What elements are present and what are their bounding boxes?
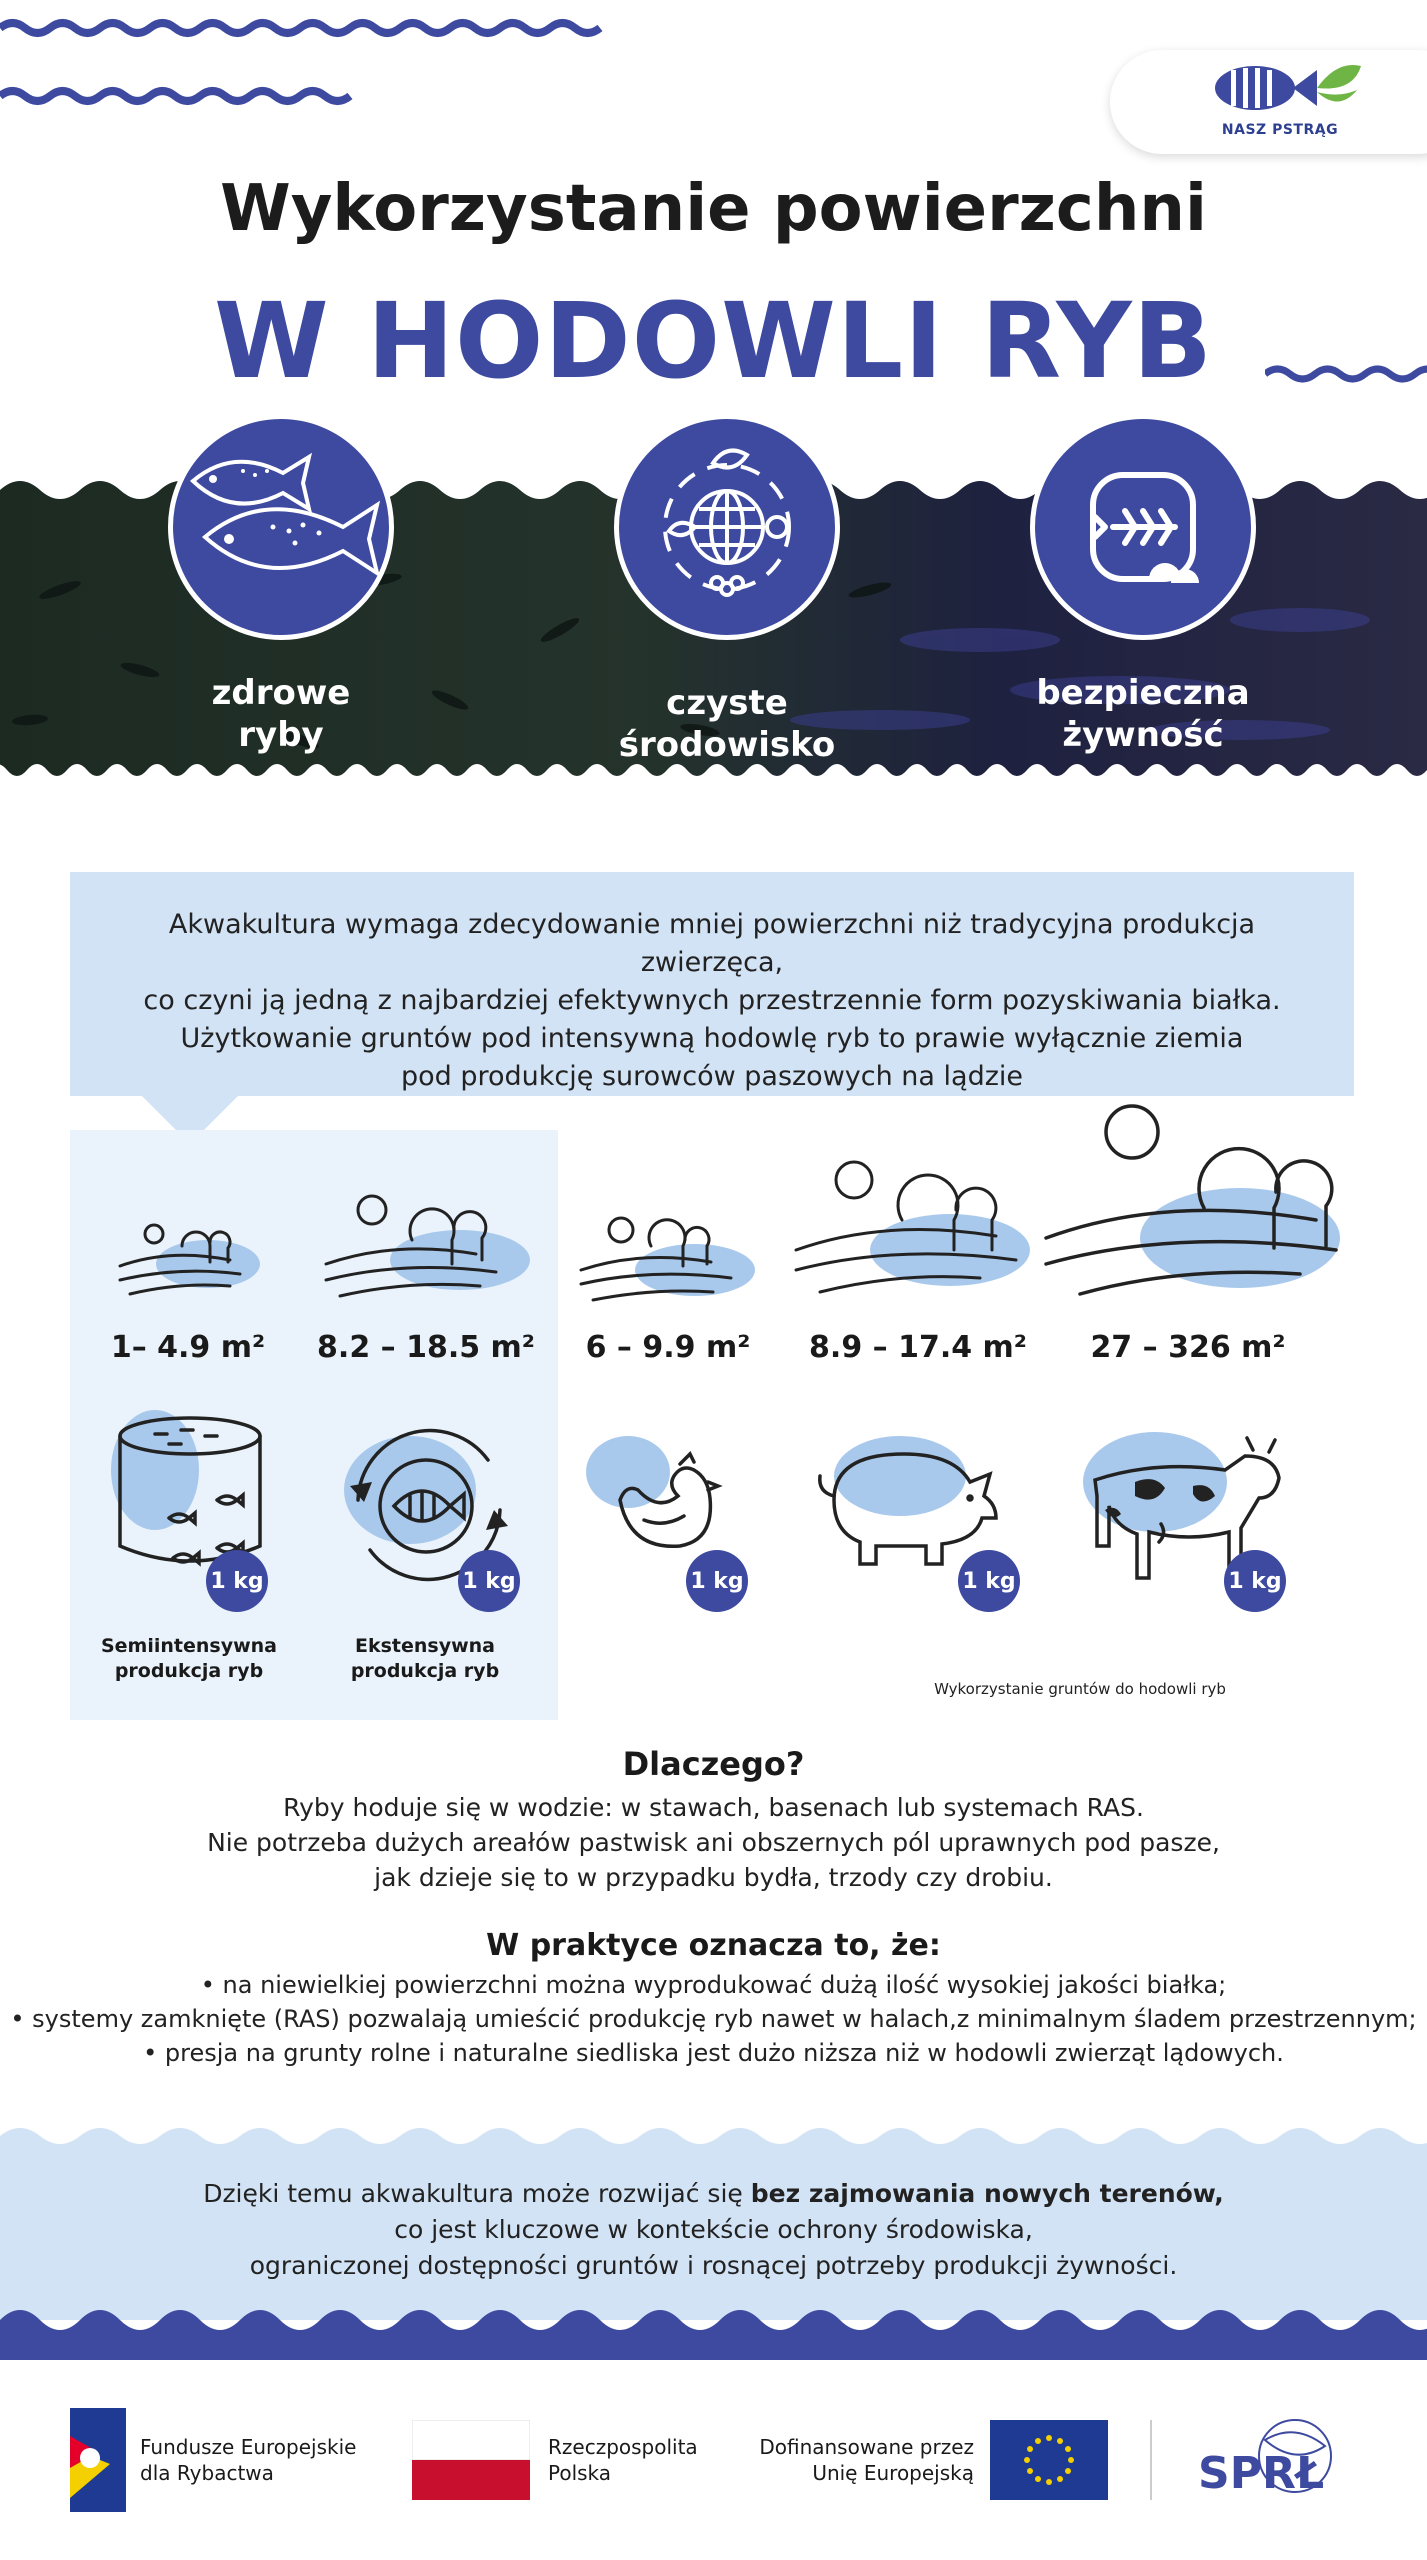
benefit-label-line: bezpieczna: [1036, 673, 1250, 713]
kg-badge: 1 kg: [206, 1550, 268, 1612]
why-line: Ryby hoduje się w wodzie: w stawach, basenach lub systemach RAS.: [283, 1793, 1144, 1822]
production-label-extensive: [300, 1634, 550, 1684]
area-label: 8.9 – 17.4 m²: [809, 1330, 1027, 1365]
benefit-circle-food: [1030, 414, 1256, 640]
right-wave-decoration: [1265, 362, 1427, 386]
benefit-label-line: zdrowe: [211, 673, 351, 713]
area-label: 1– 4.9 m²: [110, 1330, 266, 1365]
why-title: Dlaczego?: [622, 1745, 805, 1783]
production-label-line: Semiintensywna: [100, 1635, 277, 1657]
area-label: 8.2 – 18.5 m²: [317, 1330, 535, 1365]
practice-bullet: • systemy zamknięte (RAS) pozwalają umieścić produkcję ryb nawet w halach,z minimalnym śladem przestrzennym;: [10, 2005, 1417, 2033]
intro-line: Użytkowanie gruntów pod intensywną hodowlę ryb to prawie wyłącznie ziemia: [180, 1023, 1244, 1054]
landscape-small-icon: [110, 1190, 270, 1310]
logo-label-line: Polska: [548, 2461, 612, 2485]
landscape-medium-icon: [320, 1160, 540, 1320]
globe-icon: [619, 419, 835, 635]
logo-label-line: dla Rybactwa: [140, 2461, 274, 2485]
logo-label-line: Dofinansowane przez: [759, 2435, 974, 2459]
production-label-line: Ekstensywna: [354, 1635, 495, 1657]
benefit-label-environment: [567, 682, 887, 766]
area-label: 27 – 326 m²: [1090, 1330, 1286, 1365]
kg-badge: 1 kg: [1224, 1550, 1286, 1612]
practice-list: [0, 1968, 1427, 2070]
pig-icon: [810, 1430, 1010, 1570]
practice-bullet: • presja na grunty rolne i naturalne siedliska jest dużo niższa niż w hodowli zwierząt lądowych.: [143, 2039, 1284, 2067]
why-text: [0, 1790, 1427, 1895]
conclusion-line: co jest kluczowe w kontekście ochrony środowiska,: [394, 2215, 1033, 2244]
fundusze-logo-label: [140, 2434, 356, 2486]
conclusion-normal: Dzięki temu akwakultura może rozwijać się: [203, 2179, 751, 2208]
area-label: 6 – 9.9 m²: [585, 1330, 751, 1365]
benefit-label-fish: [121, 672, 441, 756]
benefit-label-line: środowisko: [618, 725, 836, 765]
kg-badge: 1 kg: [458, 1550, 520, 1612]
intro-line: co czyni ją jedną z najbardziej efektywnych przestrzennie form pozyskiwania białka.: [143, 985, 1281, 1016]
landscape-large-icon: [790, 1120, 1040, 1320]
footer-divider: [1150, 2420, 1152, 2500]
benefit-circle-fish: [168, 414, 394, 640]
eu-logo-label: [740, 2434, 974, 2486]
conclusion-text: [0, 2176, 1427, 2284]
benefit-label-line: ryby: [238, 715, 324, 755]
poland-flag-icon: [412, 2420, 530, 2500]
landscape-small-alt-icon: [575, 1190, 765, 1320]
sprl-logo-text: SPRŁ: [1198, 2448, 1325, 2499]
conclusion-line: ograniczonej dostępności gruntów i rosnącej potrzeby produkcji żywności.: [249, 2251, 1178, 2280]
brand-logo-label: NASZ PSTRĄG: [1221, 122, 1339, 138]
intro-line: Akwakultura wymaga zdecydowanie mniej powierzchni niż tradycyjna produkcja zwierzęca,: [168, 909, 1256, 978]
logo-label-line: Unię Europejską: [812, 2461, 974, 2485]
page-title-highlight: W HODOWLI RYB: [214, 280, 1213, 402]
chicken-icon: [580, 1430, 730, 1570]
benefit-label-food: [983, 672, 1303, 756]
fish-icon: [173, 419, 389, 635]
brand-logo-icon: [1205, 62, 1365, 118]
fish-bone-plate-icon: [1035, 419, 1251, 635]
comparison-caption: Wykorzystanie gruntów do hodowli ryb: [934, 1680, 1226, 1698]
logo-label-line: Fundusze Europejskie: [140, 2435, 357, 2459]
fundusze-logo-icon: [70, 2408, 126, 2512]
production-label-line: produkcja ryb: [114, 1660, 264, 1682]
practice-bullet: • na niewielkiej powierzchni można wyprodukować dużą ilość wysokiej jakości białka;: [200, 1971, 1227, 1999]
eu-flag-icon: [990, 2420, 1108, 2500]
intro-line: pod produkcję surowców paszowych na lądzie: [400, 1061, 1024, 1092]
conclusion-bold: bez zajmowania nowych terenów,: [750, 2179, 1224, 2208]
top-wave-decoration: [0, 14, 620, 114]
benefit-label-line: żywność: [1062, 715, 1224, 755]
why-line: jak dzieje się to w przypadku bydła, trzody czy drobiu.: [374, 1863, 1053, 1892]
landscape-extra-large-icon: [1040, 1058, 1340, 1320]
conclusion-line: [0, 2176, 1427, 2212]
kg-badge: 1 kg: [958, 1550, 1020, 1612]
production-label-semiintensive: [64, 1634, 314, 1684]
logo-label-line: Rzeczpospolita: [548, 2435, 698, 2459]
benefit-circle-environment: [614, 414, 840, 640]
why-line: Nie potrzeba dużych areałów pastwisk ani obszernych pól uprawnych pod pasze,: [207, 1828, 1220, 1857]
kg-badge: 1 kg: [686, 1550, 748, 1612]
poland-logo-label: [548, 2434, 698, 2486]
page-title: Wykorzystanie powierzchni: [220, 172, 1207, 246]
practice-title: W praktyce oznacza to, że:: [486, 1928, 941, 1963]
benefit-label-line: czyste: [666, 683, 788, 723]
production-label-line: produkcja ryb: [350, 1660, 500, 1682]
